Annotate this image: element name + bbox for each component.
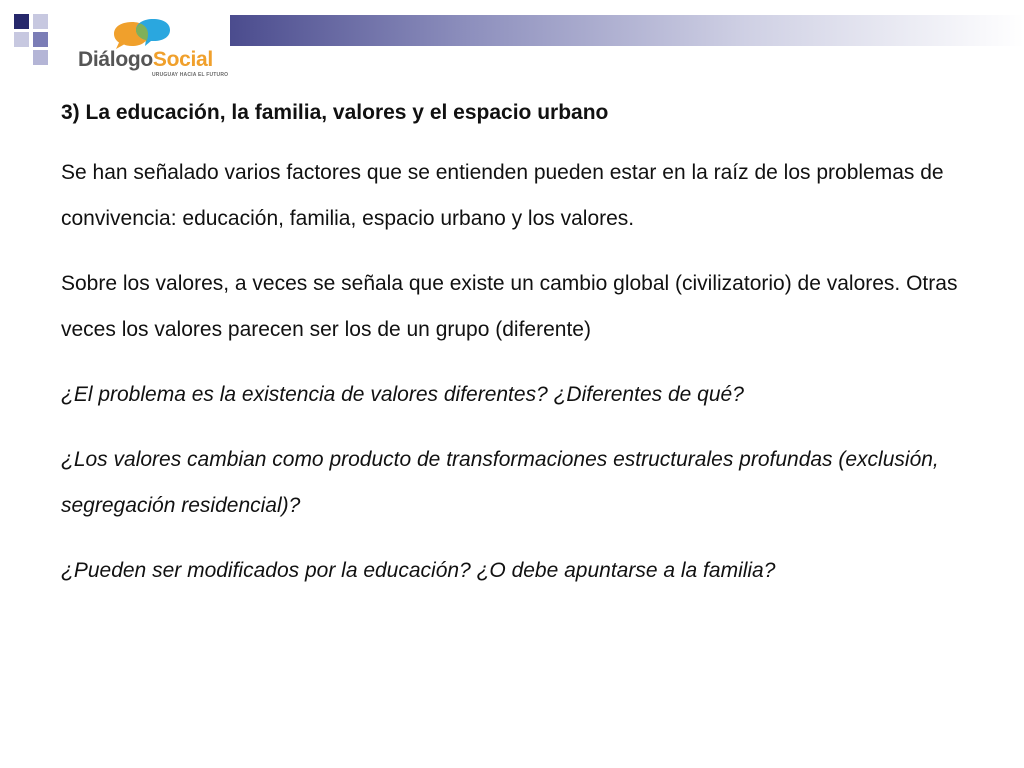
decor-square [33, 14, 48, 29]
paragraph: Se han señalado varios factores que se entienden pueden estar en la raíz de los problemas de convivencia: educación, familia, espacio urbano y los valores. [61, 161, 944, 230]
decor-square [33, 50, 48, 65]
logo-tagline: URUGUAY HACIA EL FUTURO [152, 72, 229, 78]
question: ¿Los valores cambian como producto de transformaciones estructurales profundas (exclusión, segregación residencial)? [61, 448, 939, 517]
decor-square [33, 32, 48, 47]
slide-heading: 3) La educación, la familia, valores y el espacio urbano [61, 101, 609, 124]
decor-square [14, 14, 29, 29]
paragraph: Sobre los valores, a veces se señala que existe un cambio global (civilizatorio) de valores. Otras veces los valores parecen ser los de un grupo (diferente) [61, 272, 958, 341]
slide-content [61, 96, 961, 613]
dialogo-social-logo [74, 18, 229, 80]
logo-wordmark [78, 49, 213, 70]
header-gradient-band [230, 15, 1024, 46]
corner-squares-decoration [0, 0, 60, 70]
question: ¿Pueden ser modificados por la educación? ¿O debe apuntarse a la familia? [61, 559, 776, 582]
decor-square [14, 32, 29, 47]
logo-word-social: Social [152, 48, 213, 71]
question: ¿El problema es la existencia de valores diferentes? ¿Diferentes de qué? [61, 383, 744, 406]
logo-word-dialogo: Diálogo [78, 48, 153, 71]
